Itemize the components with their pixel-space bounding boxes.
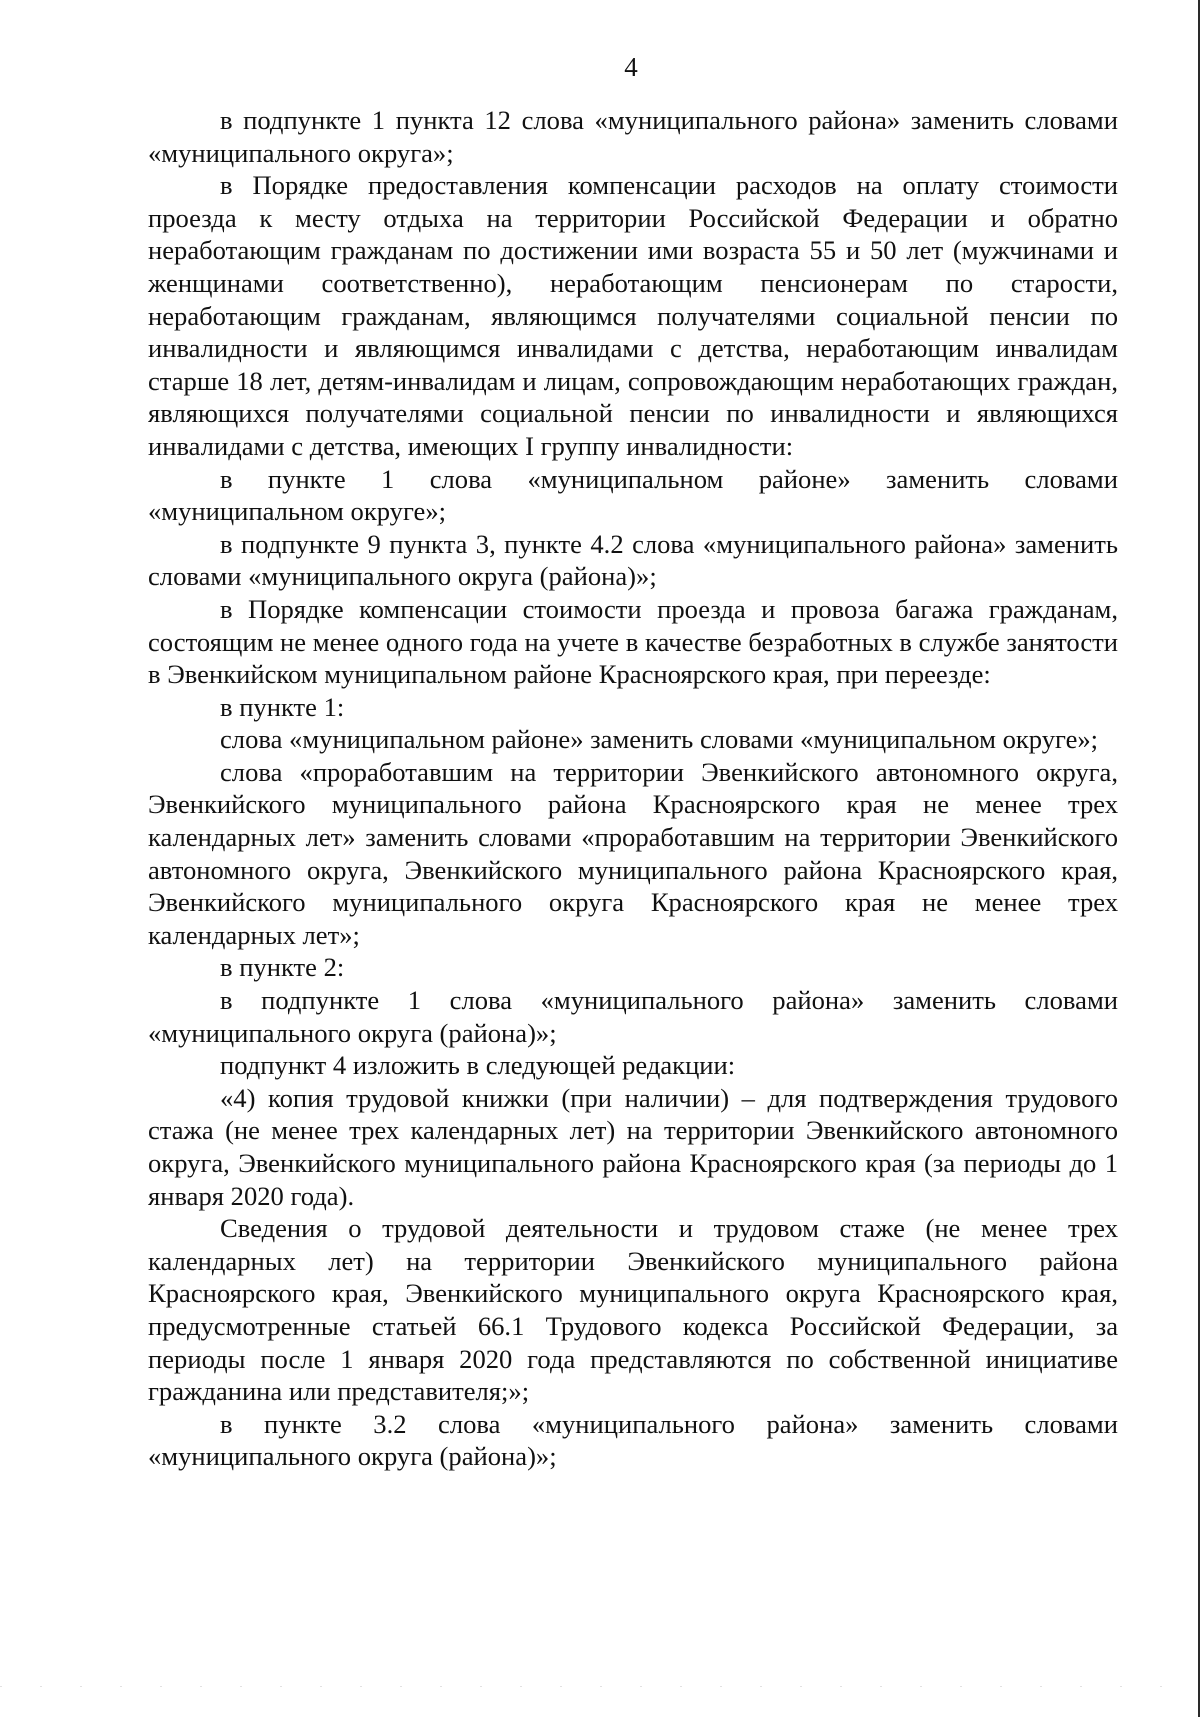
paragraph-5: в Порядке компенсации стоимости проезда и провоза багажа гражданам, состоящим не менее одного года на учете в качестве безработных в службе занятости в Эвенкийском муниципальном районе Красноярского края, при переезде: [148,593,1118,690]
paragraph-2: в Порядке предоставления компенсации расходов на оплату стоимости проезда к месту отдыха на территории Российской Федерации и обратно неработающим гражданам по достижении ими возраста 55 и 50 лет (мужчинами и женщинами соответственно), неработающим пенсионерам по старости, неработающим гражданам, являющимся получателями социальной пенсии по инвалидности и являющимся инвалидами с детства, неработающим инвалидам старше 18 лет, детям-инвалидам и лицам, сопровождающим неработающих граждан, являющихся получателями социальной пенсии по инвалидности и являющихся инвалидами с детства, имеющих I группу инвалидности: [148,170,1118,461]
paragraph-4: в подпункте 9 пункта 3, пункте 4.2 слова «муниципального района» заменить словами «муниципального округа (района)»; [148,528,1118,592]
paragraph-8: слова «проработавшим на территории Эвенкийского автономного округа, Эвенкийского муниципального района Красноярского края не менее трех календарных лет» заменить словами «проработавшим на территории Эвенкийского автономного округа, Эвенкийского муниципального района Красноярского края, Эвенкийского муниципального округа Красноярского края не менее трех календарных лет»; [148,756,1118,950]
paragraph-9: в пункте 2: [220,952,345,983]
paragraph-6: в пункте 1: [220,691,345,722]
page-number: 4 [624,52,638,82]
paragraph-14: в пункте 3.2 слова «муниципального района» заменить словами «муниципального округа (района)»; [148,1408,1118,1472]
paragraph-11: подпункт 4 изложить в следующей редакции: [220,1050,736,1081]
document-body [148,104,1118,1473]
paragraph-13: Сведения о трудовой деятельности и трудовом стаже (не менее трех календарных лет) на территории Эвенкийского муниципального района Красноярского края, Эвенкийского муниципального округа Красноярского края, предусмотренные статьей 66.1 Трудового кодекса Российской Федерации, за периоды после 1 января 2020 года представляются по собственной инициативе гражданина или представителя;»; [148,1213,1118,1407]
paragraph-7: слова «муниципальном районе» заменить словами «муниципальном округе»; [220,724,1099,755]
paragraph-12: «4) копия трудовой книжки (при наличии) – для подтверждения трудового стажа (не менее трех календарных лет) на территории Эвенкийского автономного округа, Эвенкийского муниципального района Красноярского края (за периоды до 1 января 2020 года). [148,1082,1118,1211]
paragraph-1: в подпункте 1 пункта 12 слова «муниципального района» заменить словами «муниципального округа»; [148,105,1118,168]
paragraph-10: в подпункте 1 слова «муниципального района» заменить словами «муниципального округа (района)»; [148,985,1118,1048]
scan-bottom-artifact [0,1686,1200,1687]
paragraph-3: в пункте 1 слова «муниципальном районе» заменить словами «муниципальном округе»; [148,463,1118,527]
